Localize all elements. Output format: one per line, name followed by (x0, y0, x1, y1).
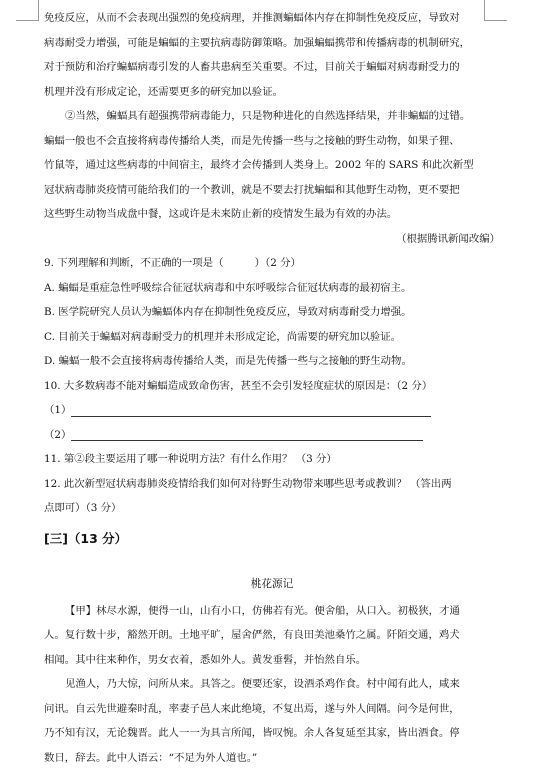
section-heading: [三]（13 分） (44, 529, 500, 549)
text-line: 机理并没有形成定论，还需要更多的研究加以验证。 (44, 80, 500, 105)
question-9-option-a: A. 蝙蝠是重症急性呼吸综合征冠状病毒和中东呼吸综合征冠状病毒的最初宿主。 (44, 276, 500, 301)
text-line: 这些野生动物当成盘中餐，这或许是未来防止新的疫情发生最为有效的办法。 (44, 202, 500, 227)
text-line: 竹鼠等，通过这些病毒的中间宿主，最终才会传播到人类身上。2002 年的 SARS 和此次新型 (44, 153, 500, 178)
source-note: （根据腾讯新闻改编） (44, 227, 500, 252)
question-10: 10. 大多数病毒不能对蝙蝠造成致命伤害，甚至不会引发轻度症状的原因是：（2 分） (44, 374, 500, 399)
text-line: 见渔人，乃大惊，问所从来。具答之。便要还家，设酒杀鸡作食。村中闻有此人，咸来 (44, 672, 500, 697)
passage2-paragraph1 (44, 599, 500, 673)
question-10-answer-2 (44, 423, 500, 448)
text-line: 相闻。其中往来种作，男女衣着，悉如外人。黄发垂髫，并怡然自乐。 (44, 648, 500, 673)
answer-blank[interactable] (71, 404, 431, 417)
question-12-line2: 点即可）（3 分） (44, 496, 500, 521)
document-content (44, 6, 500, 770)
passage1-paragraph1 (44, 6, 500, 104)
question-9-option-d: D. 蝙蝠一般不会直接将病毒传播给人类，而是先传播一些与之接触的野生动物。 (44, 349, 500, 374)
answer-blank[interactable] (71, 428, 423, 441)
question-9: 9. 下列理解和判断，不正确的一项是（ ）（2 分） (44, 251, 500, 276)
text-line: 数日，辞去。此中人语云：“不足为外人道也。” (44, 746, 500, 770)
text-line: 人。复行数十步，豁然开朗。土地平旷，屋舍俨然，有良田美池桑竹之属。阡陌交通，鸡犬 (44, 623, 500, 648)
passage-title: 桃花源记 (44, 573, 500, 595)
passage1-paragraph2 (44, 104, 500, 227)
text-line: 【甲】林尽水源，便得一山，山有小口，仿佛若有光。便舍船，从口入。初极狭，才通 (44, 599, 500, 624)
text-line: ②当然，蝙蝠具有超强携带病毒能力，只是物种进化的自然选择结果，并非蝙蝠的过错。 (44, 104, 500, 129)
text-line: 乃不知有汉，无论魏晋。此人一一为具言所闻，皆叹惋。余人各复延至其家，皆出酒食。停 (44, 721, 500, 746)
text-line: 蝙蝠一般也不会直接将病毒传播给人类，而是先传播一些与之接触的野生动物，如果子狸、 (44, 129, 500, 154)
question-9-option-c: C. 目前关于蝙蝠对病毒耐受力的机理并未形成定论，尚需要的研究加以验证。 (44, 325, 500, 350)
crop-mark-top-left (16, 0, 39, 21)
answer-number: （2） (44, 429, 71, 441)
question-9-option-b: B. 医学院研究人员认为蝙蝠体内存在抑制性免疫反应，导致对病毒耐受力增强。 (44, 300, 500, 325)
text-line: 问讯。自云先世避秦时乱，率妻子邑人来此绝境，不复出焉，遂与外人间隔。问今是何世， (44, 697, 500, 722)
answer-number: （1） (44, 404, 71, 416)
passage2-paragraph2 (44, 672, 500, 770)
question-10-answer-1 (44, 398, 500, 423)
text-line: 病毒耐受力增强，可能是蝙蝠的主要抗病毒防御策略。加强蝙蝠携带和传播病毒的机制研究， (44, 31, 500, 56)
text-line: 对于预防和治疗蝙蝠病毒引发的人畜共患病至关重要。不过，目前关于蝙蝠对病毒耐受力的 (44, 55, 500, 80)
text-line: 免疫反应，从而不会表现出强烈的免疫病理，并推测蝙蝠体内存在抑制性免疫反应，导致对 (44, 6, 500, 31)
question-12-line1: 12. 此次新型冠状病毒肺炎疫情给我们如何对待野生动物带来哪些思考或教训？ （答出两 (44, 472, 500, 497)
text-line: 冠状病毒肺炎疫情可能给我们的一个教训，就是不要去打扰蝙蝠和其他野生动物，更不要把 (44, 178, 500, 203)
question-11: 11. 第②段主要运用了哪一种说明方法？有什么作用？ （3 分） (44, 447, 500, 472)
